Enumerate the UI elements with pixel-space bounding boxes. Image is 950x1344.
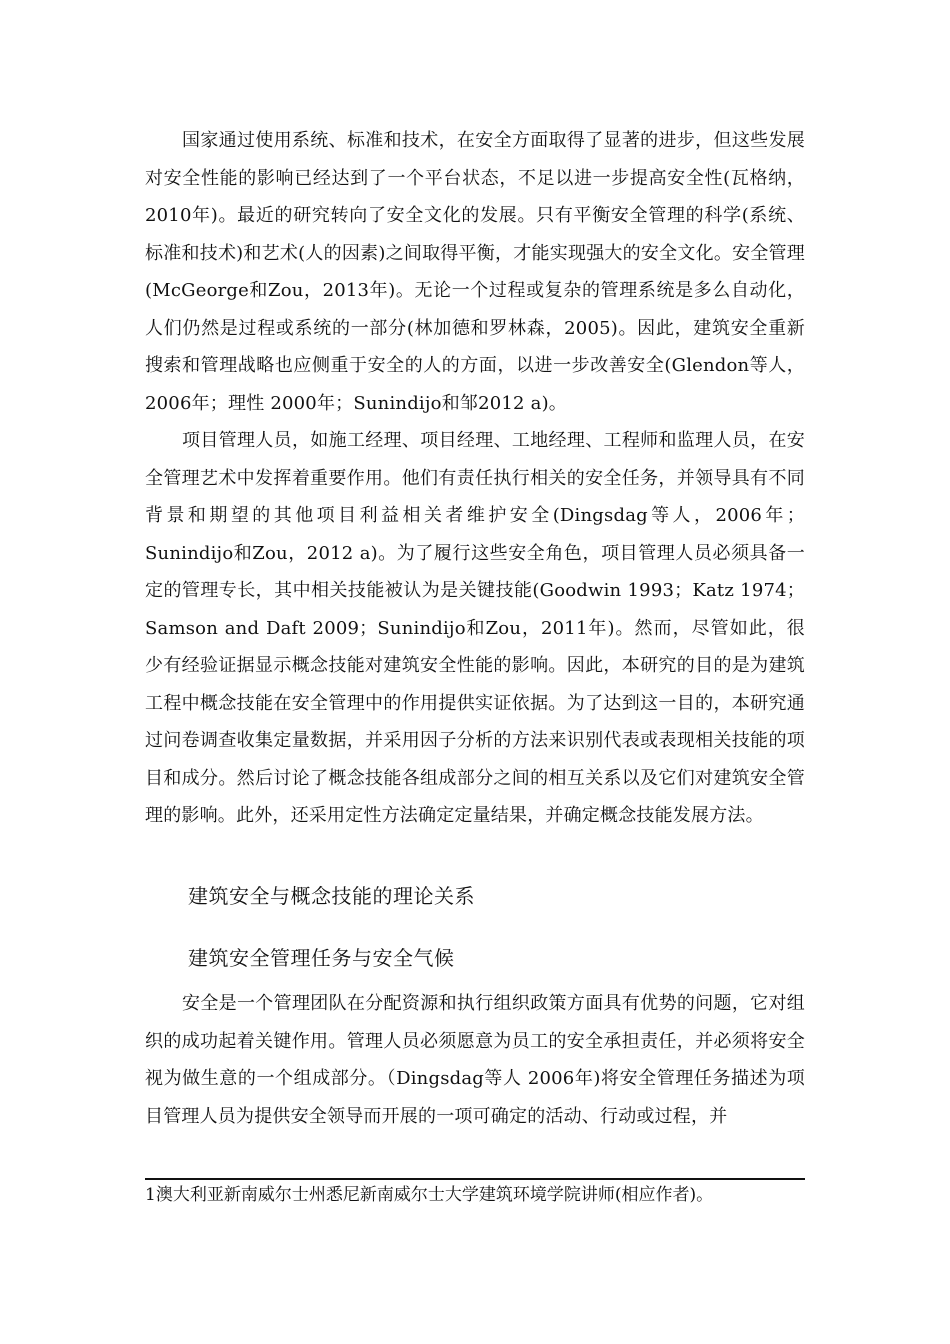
body-paragraph-3: 安全是一个管理团队在分配资源和执行组织政策方面具有优势的问题，它对组织的成功起着关键作用。管理人员必须愿意为员工的安全承担责任，并必须将安全视为做生意的一个组成部分。（Dingsdag等人 2006年)将安全管理任务描述为项目管理人员为提供安全领导而开展的一项可确定的活动、行动或过程，并 [145, 993, 805, 1127]
footnote: 1澳大利亚新南威尔士州悉尼新南威尔士大学建筑环境学院讲师(相应作者)。 [145, 1185, 714, 1205]
body-paragraph-1: 国家通过使用系统、标准和技术，在安全方面取得了显著的进步，但这些发展对安全性能的影响已经达到了一个平台状态，不足以进一步提高安全性(瓦格纳，2010年)。最近的研究转向了安全文化的发展。只有平衡安全管理的科学(系统、标准和技术)和艺术(人的因素)之间取得平衡，才能实现强大的安全文化。安全管理(McGeorge和Zou，2013年)。无论一个过程或复杂的管理系统是多么自动化，人们仍然是过程或系统的一部分(林加德和罗林森，2005)。因此，建筑安全重新搜索和管理战略也应侧重于安全的人的方面，以进一步改善安全(Glendon等人，2006年；理性 2000年；Sunindijo和邹2012 a)。 [145, 130, 805, 414]
footnote-divider [145, 1178, 805, 1180]
body-paragraph-2: 项目管理人员，如施工经理、项目经理、工地经理、工程师和监理人员，在安全管理艺术中发挥着重要作用。他们有责任执行相关的安全任务，并领导具有不同背景和期望的其他项目利益相关者维护安全(Dingsdag等人，2006年；Sunindijo和Zou，2012 a)。为了履行这些安全角色，项目管理人员必须具备一定的管理专长，其中相关技能被认为是关键技能(Goodwin 1993；Katz 1974；Samson and Daft 2009；Sunindijo和Zou，2011年)。然而，尽管如此，很少有经验证据显示概念技能对建筑安全性能的影响。因此，本研究的目的是为建筑工程中概念技能在安全管理中的作用提供实证依据。为了达到这一目的，本研究通过问卷调查收集定量数据，并采用因子分析的方法来识别代表或表现相关技能的项目和成分。然后讨论了概念技能各组成部分之间的相互关系以及它们对建筑安全管理的影响。此外，还采用定性方法确定定量结果，并确定概念技能发展方法。 [145, 430, 805, 826]
section-heading: 建筑安全与概念技能的理论关系 [188, 884, 475, 908]
subsection-heading: 建筑安全管理任务与安全气候 [188, 946, 455, 970]
